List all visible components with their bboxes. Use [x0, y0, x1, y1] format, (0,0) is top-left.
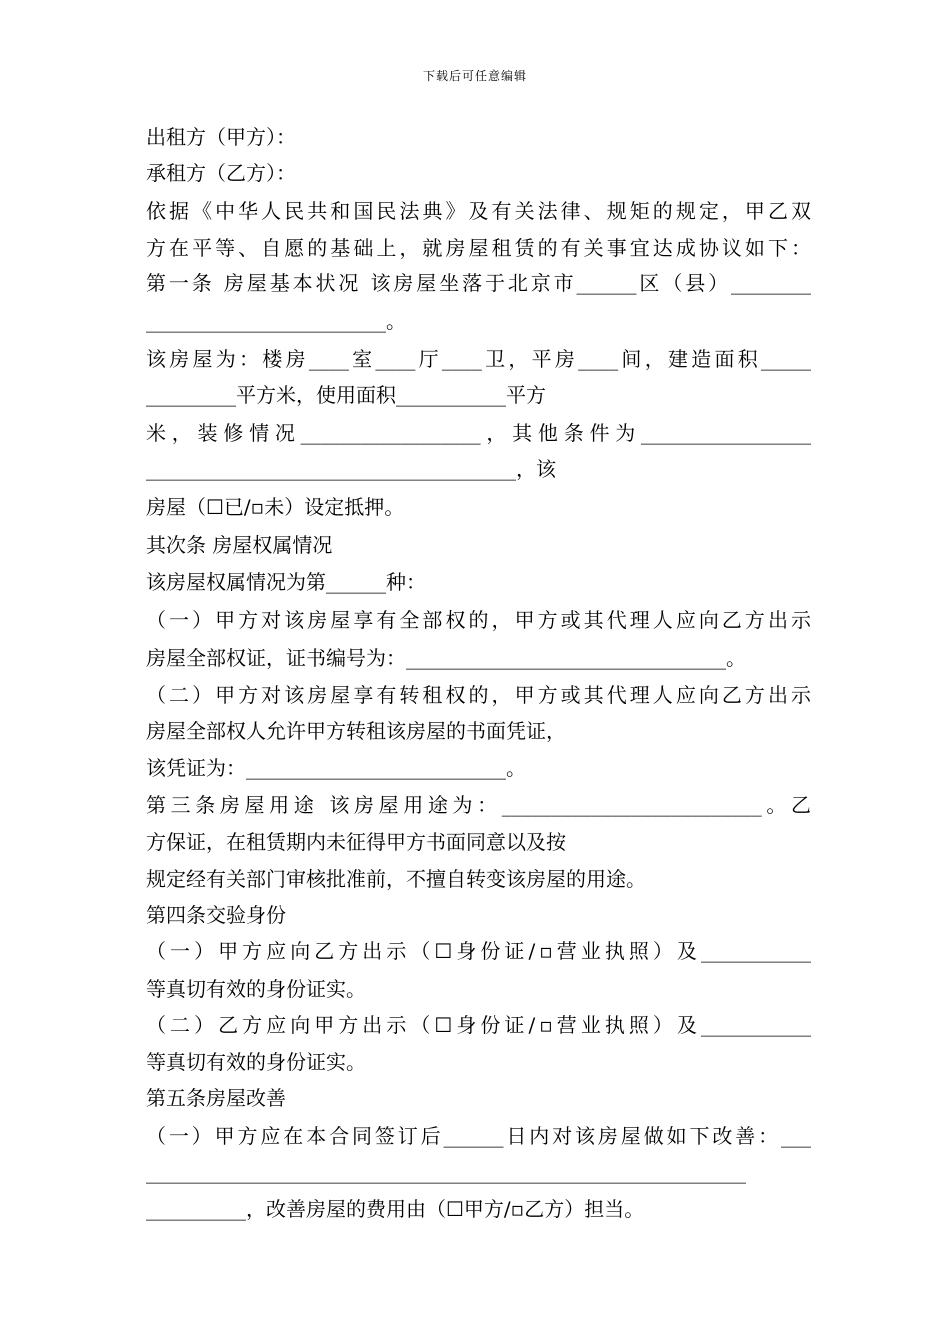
improvement-line-1: （一）甲方应在本合同签订后______日内对该房屋做如下改善：___ — [146, 1124, 811, 1148]
page-header: 下载后可任意编辑 — [422, 69, 527, 83]
house-info-line-2: _________平方米，使用面积___________平方 — [146, 383, 546, 407]
lessee-line: 承租方（乙方）： — [146, 161, 296, 185]
improvement-line-3: __________，改善房屋的费用由（☐甲方/▫乙方）担当。 — [146, 1197, 645, 1221]
mortgage-line: 房屋（☐已/▫未）设定抵押。 — [146, 495, 405, 519]
identity-2-line-2: 等真切有效的身份证实。 — [146, 1050, 366, 1074]
house-info-line-3: 米，装修情况__________________，其他条件为_________________ — [146, 421, 811, 445]
ownership-1-line-1: （一）甲方对该房屋享有全部权的，甲方或其代理人应向乙方出示 — [146, 608, 811, 632]
article-3-line-2: 方保证，在租赁期内未征得甲方书面同意以及按 — [146, 830, 566, 854]
improvement-line-2: ____________________________________________________________ — [146, 1160, 746, 1184]
article-3-line-1: 第三条房屋用途 该房屋用途为：__________________________。乙 — [146, 793, 811, 817]
article-3-line-3: 规定经有关部门审核批准前，不擅自转变该房屋的用途。 — [146, 867, 646, 891]
preamble-line-1: 依据《中华人民共和国民法典》及有关法律、规矩的规定，甲乙双 — [146, 199, 811, 223]
house-info-line-1: 该房屋为：楼房____室____厅____卫，平房____间，建造面积_____ — [146, 347, 811, 371]
ownership-1-line-2: 房屋全部权证，证书编号为：________________________________。 — [146, 646, 746, 670]
ownership-2-line-2: 房屋全部权人允许甲方转租该房屋的书面凭证， — [146, 719, 566, 743]
house-info-line-4: _____________________________________，该 — [146, 457, 556, 481]
ownership-2-line-3: 该凭证为：__________________________。 — [146, 756, 526, 780]
identity-2-line-1: （二）乙方应向甲方出示（☐身份证/▫营业执照）及___________ — [146, 1013, 811, 1037]
article-4-title: 第四条交验身份 — [146, 903, 286, 927]
ownership-type-line: 该房屋权属情况为第______种： — [146, 570, 426, 594]
preamble-line-2: 方在平等、自愿的基础上，就房屋租赁的有关事宜达成协议如下： — [146, 236, 811, 260]
lessor-line: 出租方（甲方）： — [146, 125, 296, 149]
article-5-title: 第五条房屋改善 — [146, 1086, 286, 1110]
article-1-line-2: ________________________。 — [146, 309, 406, 333]
article-1-line-1: 第一条 房屋基本状况 该房屋坐落于北京市______区（县）________ — [146, 271, 811, 295]
identity-1-line-1: （一）甲方应向乙方出示（☐身份证/▫营业执照）及___________ — [146, 939, 811, 963]
article-2-title: 其次条 房屋权属情况 — [146, 533, 333, 557]
ownership-2-line-1: （二）甲方对该房屋享有转租权的，甲方或其代理人应向乙方出示 — [146, 683, 811, 707]
identity-1-line-2: 等真切有效的身份证实。 — [146, 977, 366, 1001]
